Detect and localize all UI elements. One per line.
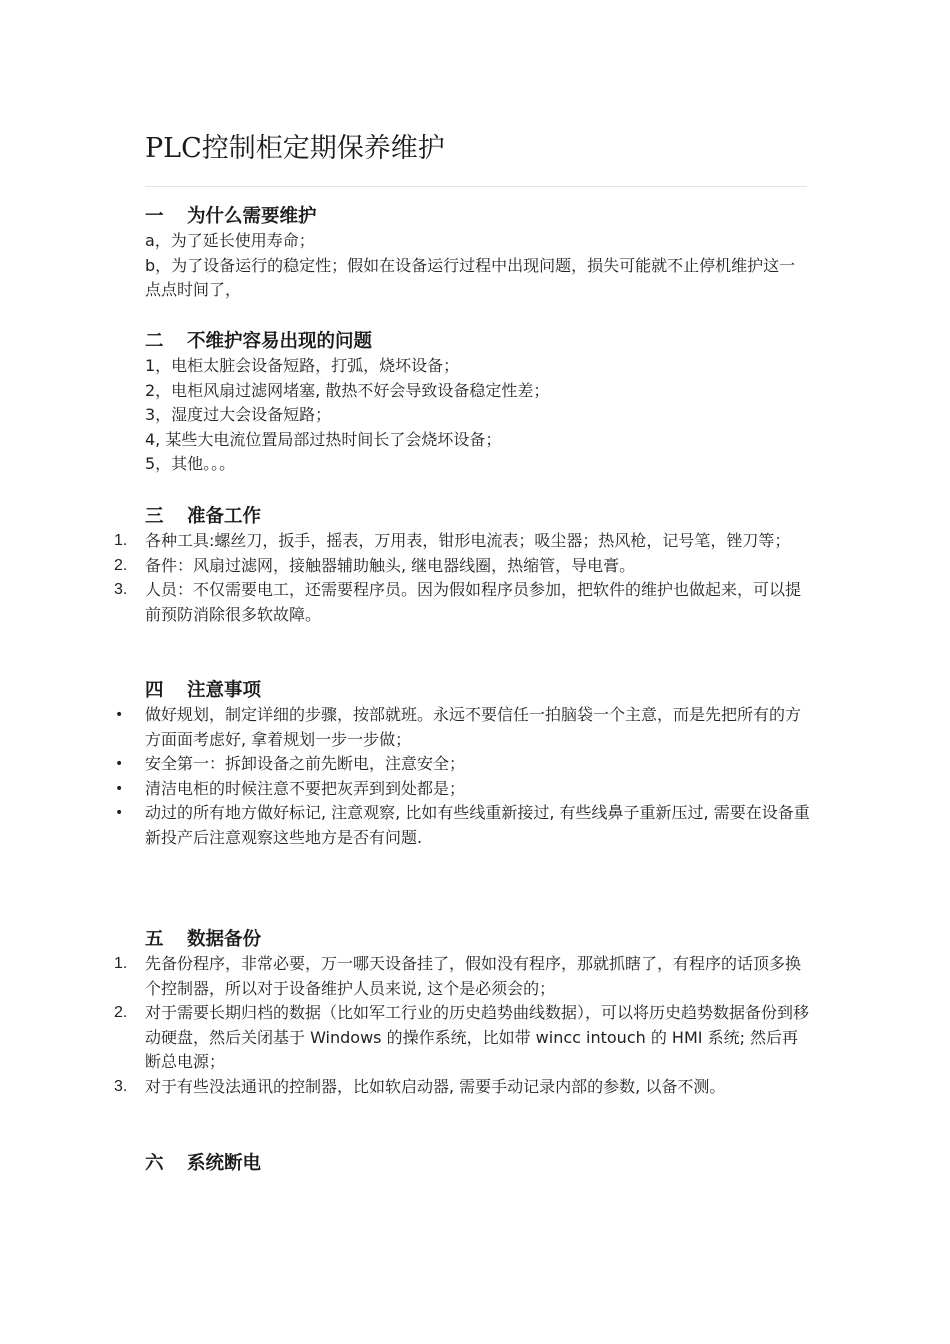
list-item-text: 先备份程序，非常必要，万一哪天设备挂了，假如没有程序，那就抓瞎了，有程序的话顶多换个控制器，所以对于设备维护人员来说, 这个是必须会的；	[145, 954, 802, 998]
section-power-off	[145, 1151, 810, 1176]
list-item-text: 清洁电柜的时候注意不要把灰弄到到处都是；	[145, 778, 466, 798]
section-number: 六	[145, 1153, 164, 1174]
list-marker: 3.	[114, 581, 128, 598]
list-item-text: 做好规划，制定详细的步骤，按部就班。永远不要信任一拍脑袋一个主意，而是先把所有的方方面面考虑好, 拿着规划一步一步做；	[145, 705, 802, 749]
list-item-text: 安全第一：拆卸设备之前先断电，注意安全；	[145, 754, 466, 773]
list-marker: 1.	[114, 955, 128, 972]
paragraph-line: a，为了延长使用寿命；	[145, 231, 315, 250]
list-marker: 1.	[114, 532, 128, 549]
list-item	[114, 554, 810, 579]
list-item	[115, 801, 810, 850]
list-item	[115, 752, 810, 777]
numbered-list	[114, 529, 810, 627]
document-title: PLC控制柜定期保养维护	[145, 133, 445, 164]
section-number: 四	[145, 680, 164, 701]
section-heading	[145, 927, 810, 952]
list-marker: 2.	[114, 556, 128, 574]
section-number: 五	[145, 929, 164, 950]
section-title: 准备工作	[187, 506, 262, 527]
paragraph-line: b，为了设备运行的稳定性；假如在设备运行过程中出现问题，损失可能就不止停机维护这一点点时间了，	[145, 255, 796, 299]
section-number: 一	[145, 206, 164, 227]
list-item	[115, 777, 810, 802]
list-item-text: 人员：不仅需要电工，还需要程序员。因为假如程序员参加，把软件的维护也做起来，可以提前预防消除很多软故障。	[145, 580, 802, 624]
section-precautions	[115, 678, 810, 850]
list-item-text: 动过的所有地方做好标记, 注意观察, 比如有些线重新接过, 有些线鼻子重新压过, 需要在设备重新投产后注意观察这些地方是否有问题.	[145, 803, 810, 847]
bullet-icon: •	[115, 780, 124, 797]
section-number: 三	[145, 506, 164, 527]
section-heading	[145, 504, 810, 529]
section-heading	[145, 1151, 810, 1176]
numbered-list	[114, 952, 810, 1099]
list-item	[114, 952, 810, 1001]
section-preparation	[114, 504, 810, 627]
section-title: 为什么需要维护	[187, 206, 317, 227]
section-number: 二	[145, 331, 164, 352]
list-marker: 3.	[114, 1077, 128, 1095]
list-item	[115, 703, 810, 752]
section-title: 不维护容易出现的问题	[187, 331, 373, 352]
list-item	[114, 529, 810, 554]
bullet-icon: •	[115, 756, 124, 772]
section-title: 系统断电	[187, 1153, 262, 1174]
list-item	[114, 1075, 810, 1100]
list-item-text: 对于需要长期归档的数据（比如军工行业的历史趋势曲线数据），可以将历史趋势数据备份到移动硬盘，然后关闭基于 Windows 的操作系统，比如带 wincc intouch 的 HMI 系统; 然后再断总电源；	[145, 1003, 810, 1071]
list-item	[114, 578, 810, 627]
section-title: 数据备份	[187, 929, 262, 950]
paragraph-line: 3，湿度过大会设备短路；	[145, 405, 332, 424]
list-item-text: 对于有些没法通讯的控制器，比如软启动器, 需要手动记录内部的参数, 以备不测。	[145, 1076, 726, 1096]
bullet-icon: •	[115, 805, 124, 821]
section-data-backup	[114, 927, 810, 1099]
section-why-maintain	[145, 204, 810, 303]
paragraph-line: 4, 某些大电流位置局部过热时间长了会烧坏设备；	[145, 429, 502, 449]
section-problems	[145, 329, 810, 477]
list-item-text: 备件：风扇过滤网，接触器辅助触头, 继电器线圈，热缩管，导电膏。	[145, 555, 636, 575]
section-title: 注意事项	[187, 680, 262, 701]
section-heading	[145, 329, 810, 354]
list-item-text: 各种工具:螺丝刀，扳手，摇表，万用表，钳形电流表；吸尘器；热风枪，记号笔，锉刀等；	[145, 531, 791, 550]
list-marker: 2.	[114, 1004, 128, 1021]
list-item	[114, 1001, 810, 1075]
paragraph-line: 1，电柜太脏会设备短路，打弧，烧坏设备；	[145, 356, 460, 375]
paragraph-line: 2，电柜风扇过滤网堵塞, 散热不好会导致设备稳定性差；	[145, 380, 550, 400]
bullet-list	[115, 703, 810, 850]
title-divider	[145, 186, 807, 187]
paragraph-line: 5，其他。。。	[145, 454, 236, 473]
bullet-icon: •	[115, 707, 124, 723]
section-heading	[145, 204, 810, 229]
section-heading	[145, 678, 810, 703]
